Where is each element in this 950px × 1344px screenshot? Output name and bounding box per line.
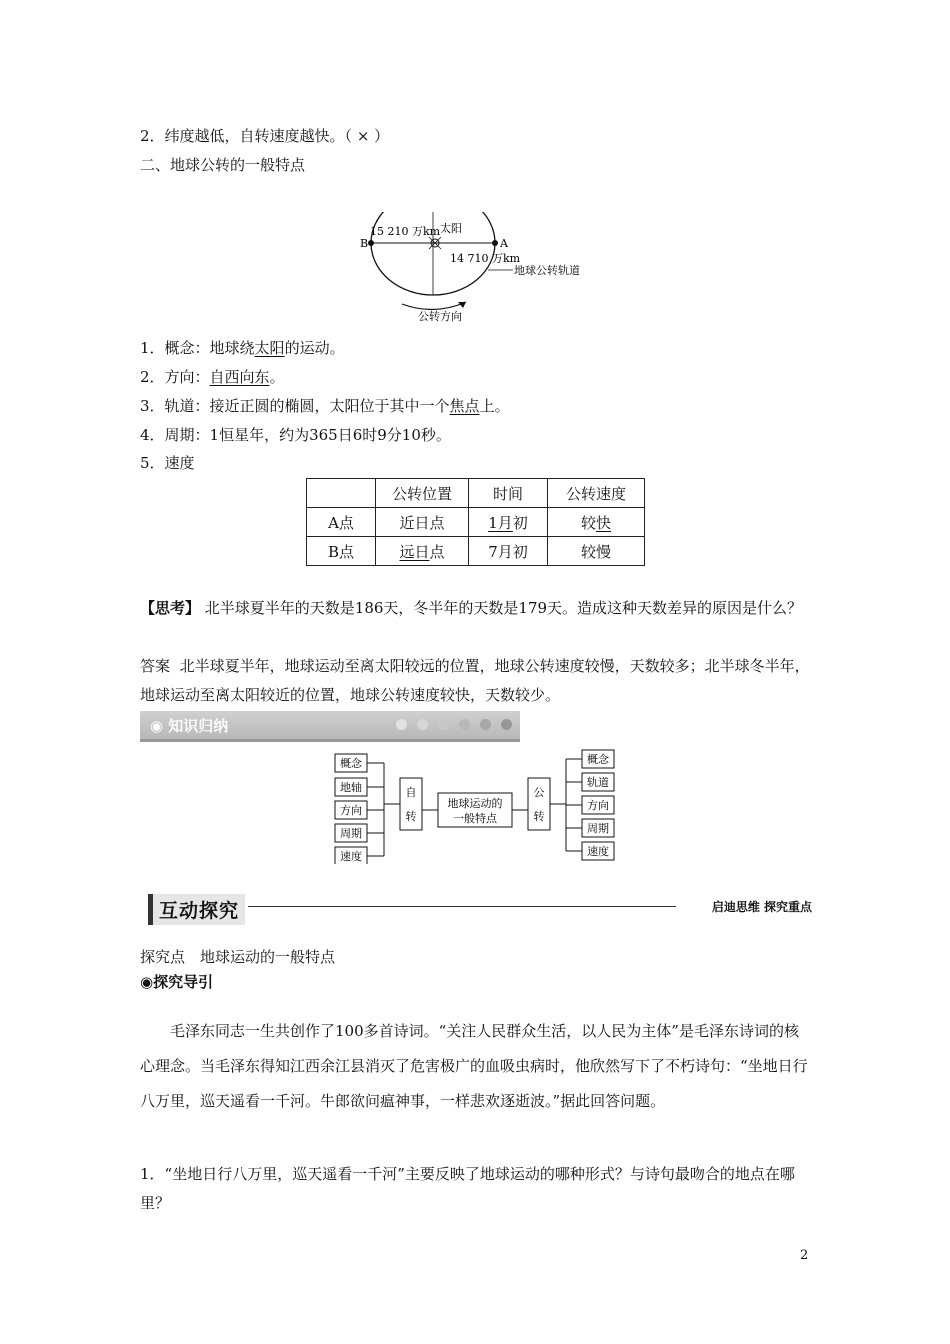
- table-row: 公转位置 时间 公转速度: [307, 479, 645, 508]
- left-item: 周期: [340, 827, 362, 840]
- think-question: 【思考】 北半球夏半年的天数是186天，冬半年的天数是179天。造成这种天数差异的原因是什么？: [140, 599, 803, 617]
- left-item: 速度: [340, 850, 362, 863]
- section-subtitle: 启迪思维 探究重点: [711, 900, 812, 914]
- center-label: 一般特点: [453, 812, 497, 825]
- page-number: 2: [800, 1248, 809, 1263]
- concept-line: 1．概念：地球绕太阳的运动。: [140, 339, 345, 357]
- knowledge-summary-bar: [140, 711, 520, 742]
- revolution-label: 公: [533, 786, 545, 799]
- section-rule: [248, 906, 676, 907]
- sun-icon: [429, 237, 441, 249]
- near-distance-label: 14 710 万km: [450, 252, 521, 265]
- far-distance-label: 15 210 万km: [370, 225, 441, 238]
- table-row: A点 近日点 1月初 较快: [307, 508, 645, 537]
- answer-sun: 太阳: [254, 339, 285, 357]
- center-label: 地球运动的: [447, 797, 503, 810]
- left-item: 概念: [340, 757, 362, 770]
- section-heading-revolution: 二、地球公转的一般特点: [140, 156, 306, 174]
- right-item: 速度: [587, 845, 609, 858]
- point-a-marker: [492, 240, 498, 246]
- orbit-diagram: [350, 212, 610, 327]
- section-title: 互动探究: [148, 894, 245, 925]
- period-line: 4．周期：1恒星年，约为365日6时9分10秒。: [140, 426, 451, 444]
- direction-line: 2．方向：自西向东。: [140, 368, 285, 386]
- explore-guide: ◉探究导引: [140, 973, 214, 991]
- direction-label: 公转方向: [418, 310, 462, 323]
- sun-label: 太阳: [440, 222, 462, 235]
- knowledge-summary-title: ◉ 知识归纳: [150, 717, 229, 735]
- right-item: 周期: [587, 822, 609, 835]
- speed-line: 5．速度: [140, 454, 195, 472]
- left-item: 方向: [340, 804, 362, 817]
- point-b-marker: [368, 240, 374, 246]
- right-item: 概念: [587, 753, 609, 766]
- point-a-label: A: [500, 237, 508, 250]
- point-b-label: B: [360, 237, 369, 250]
- statement-2: 2．纬度越低，自转速度越快。（ × ）: [140, 127, 390, 145]
- table-row: B点 远日点 7月初 较慢: [307, 537, 645, 566]
- explore-paragraph: 毛泽东同志一生共创作了100多首诗词。“关注人民群众生活，以人民为主体”是毛泽东诗词的核心理念。当毛泽东得知江西余江县消灭了危害极广的血吸虫病时，他欣然写下了不朽诗句：“坐地日行八万里，巡天遥看一千河。牛郎欲问瘟神事，一样悲欢逐逝波。”据此回答问题。: [140, 1022, 808, 1110]
- answer-direction: 自西向东: [209, 368, 270, 386]
- orbit-direction-arrow: [402, 302, 466, 310]
- knowledge-map: [330, 748, 620, 864]
- section-header: [140, 892, 812, 922]
- revolution-label: 转: [533, 810, 545, 823]
- rotation-label: 转: [405, 810, 417, 823]
- right-item: 轨道: [587, 776, 609, 789]
- think-answer: 答案 北半球夏半年，地球运动至离太阳较远的位置，地球公转速度较慢，天数较多；北半球冬半年，地球运动至离太阳较近的位置，地球公转速度较快，天数较少。: [140, 657, 810, 704]
- orbit-line: 3．轨道：接近正圆的椭圆，太阳位于其中一个焦点上。: [140, 397, 510, 415]
- answer-focus: 焦点: [449, 397, 480, 415]
- rotation-label: 自: [405, 786, 417, 799]
- speed-table: [306, 478, 645, 566]
- explore-point: 探究点 地球运动的一般特点: [140, 948, 336, 966]
- orbit-label: 地球公转轨道: [514, 264, 580, 277]
- question-1: 1．“坐地日行八万里，巡天遥看一千河”主要反映了地球运动的哪种形式？与诗句最吻合的地点在哪里？: [140, 1165, 795, 1212]
- right-item: 方向: [587, 799, 609, 812]
- left-item: 地轴: [340, 781, 362, 794]
